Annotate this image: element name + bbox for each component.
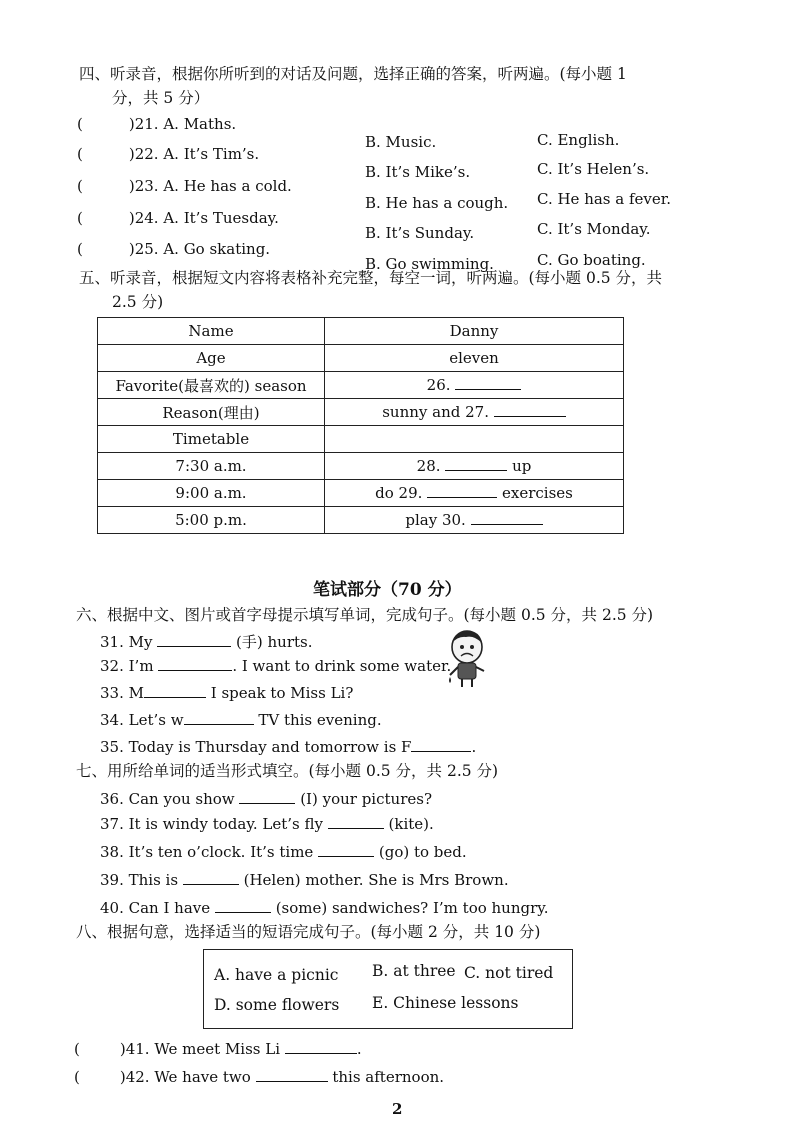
table-row: [98, 507, 624, 534]
table-label: 9:00 a.m.: [98, 480, 325, 507]
table-value-blank: do 29. exercises: [325, 480, 624, 507]
section5-title-cont: 2.5 分): [112, 293, 164, 311]
table-value: eleven: [325, 345, 624, 372]
section8-title: 八、根据句意，选择适当的短语完成句子。(每小题 2 分，共 10 分): [76, 923, 541, 941]
table-value-blank: play 30.: [325, 507, 624, 534]
question-38: 38. It’s ten o’clock. It’s time (go) to bed.: [100, 843, 467, 861]
section4-title-cont: 分，共 5 分）: [112, 89, 210, 107]
question-40: 40. Can I have (some) sandwiches? I’m too hungry.: [100, 899, 549, 917]
table-label: 5:00 p.m.: [98, 507, 325, 534]
table-row: [98, 399, 624, 426]
q23-option-c: C. He has a fever.: [537, 190, 672, 208]
q25-option-c: C. Go boating.: [537, 251, 646, 269]
question-42: ( )42. We have two this afternoon.: [74, 1068, 445, 1086]
table-value-blank: 28. up: [325, 453, 624, 480]
table-row: [98, 426, 624, 453]
option-e: E. Chinese lessons: [372, 994, 519, 1012]
table-label: 7:30 a.m.: [98, 453, 325, 480]
question-34: 34. Let’s w TV this evening.: [100, 711, 382, 729]
q24-option-b: B. It’s Sunday.: [365, 224, 475, 242]
section6-title: 六、根据中文、图片或首字母提示填写单词，完成句子。(每小题 0.5 分，共 2.5 分): [76, 606, 654, 624]
table-value-blank: sunny and 27.: [325, 399, 624, 426]
q22-option-b: B. It’s Mike’s.: [365, 163, 471, 181]
page-number: 2: [392, 1100, 403, 1118]
info-table: [97, 317, 624, 534]
table-label: Age: [98, 345, 325, 372]
question-21: ( )21. A. Maths.: [77, 115, 237, 133]
question-37: 37. It is windy today. Let’s fly (kite).: [100, 815, 434, 833]
option-a: A. have a picnic: [214, 966, 339, 984]
question-41: ( )41. We meet Miss Li .: [74, 1040, 362, 1058]
table-value: [325, 426, 624, 453]
table-value: Danny: [325, 318, 624, 345]
option-c: C. not tired: [464, 964, 554, 982]
q23-option-b: B. He has a cough.: [365, 194, 509, 212]
table-label: Timetable: [98, 426, 325, 453]
question-22: ( )22. A. It’s Tim’s.: [77, 145, 260, 163]
table-row: [98, 480, 624, 507]
section4-title: 四、听录音，根据你所听到的对话及问题，选择正确的答案，听两遍。(每小题 1: [79, 65, 627, 83]
table-label: Name: [98, 318, 325, 345]
question-23: ( )23. A. He has a cold.: [77, 177, 292, 195]
thirsty-boy-illustration: [444, 627, 490, 689]
q21-option-b: B. Music.: [365, 133, 437, 151]
table-row: [98, 453, 624, 480]
table-label: Favorite(最喜欢的) season: [98, 372, 325, 399]
table-row: [98, 318, 624, 345]
question-39: 39. This is (Helen) mother. She is Mrs Brown.: [100, 871, 509, 889]
written-part-title: 笔试部分（70 分）: [313, 580, 462, 600]
table-value-blank: 26.: [325, 372, 624, 399]
question-25: ( )25. A. Go skating.: [77, 240, 271, 258]
question-32: 32. I’m . I want to drink some water.: [100, 657, 452, 675]
table-row: [98, 372, 624, 399]
q25-option-b: B. Go swimming.: [365, 255, 494, 273]
q21-option-c: C. English.: [537, 131, 620, 149]
option-b: B. at three: [372, 962, 456, 980]
table-label: Reason(理由): [98, 399, 325, 426]
question-33: 33. M I speak to Miss Li?: [100, 684, 354, 702]
option-d: D. some flowers: [214, 996, 340, 1014]
q22-option-c: C. It’s Helen’s.: [537, 160, 650, 178]
section7-title: 七、用所给单词的适当形式填空。(每小题 0.5 分，共 2.5 分): [76, 762, 499, 780]
question-31: 31. My (手) hurts.: [100, 633, 313, 651]
question-24: ( )24. A. It’s Tuesday.: [77, 209, 279, 227]
section5-title: 五、听录音，根据短文内容将表格补充完整，每空一词，听两遍。(每小题 0.5 分，共: [79, 269, 663, 287]
q24-option-c: C. It’s Monday.: [537, 220, 651, 238]
question-36: 36. Can you show (I) your pictures?: [100, 790, 432, 808]
table-row: [98, 345, 624, 372]
options-box: [203, 949, 573, 1029]
question-35: 35. Today is Thursday and tomorrow is F .: [100, 738, 477, 756]
